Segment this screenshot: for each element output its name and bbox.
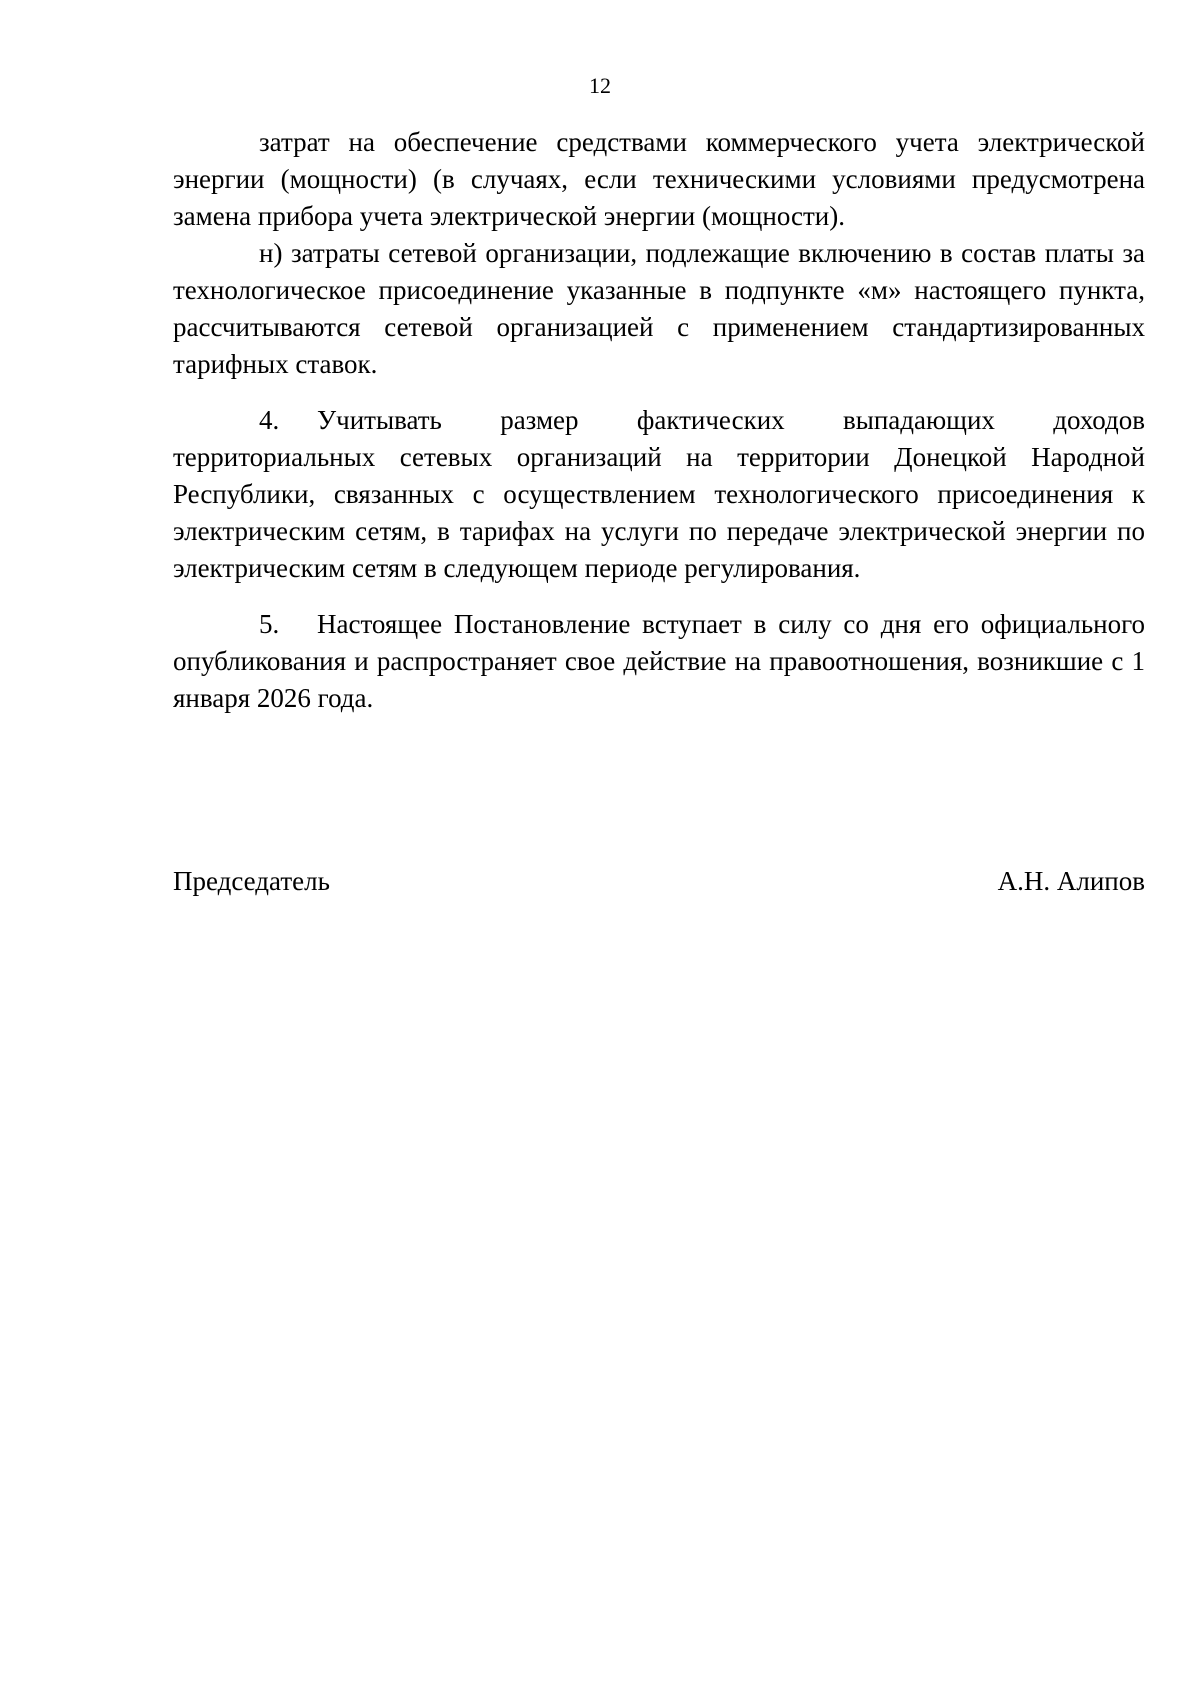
signatory-title: Председатель	[173, 866, 330, 896]
document-body	[173, 124, 1145, 717]
item-text: Настоящее Постановление вступает в силу со дня его официального опубликования и распространяет свое действие на правоотношения, возникшие с 1 января 2026 года.	[173, 609, 1145, 713]
numbered-item-5	[173, 606, 1145, 717]
page-number: 12	[589, 73, 611, 98]
paragraph-costs-metering: затрат на обеспечение средствами коммерческого учета электрической энергии (мощности) (в случаях, если техническими условиями предусмотрена замена прибора учета электрической энергии (мощности).	[173, 127, 1145, 231]
item-number: 4.	[259, 405, 280, 435]
item-number: 5.	[259, 609, 280, 639]
signatory-name: А.Н. Алипов	[997, 866, 1145, 896]
numbered-item-4	[173, 402, 1145, 587]
paragraph-subitem-n: н) затраты сетевой организации, подлежащие включению в состав платы за технологическое присоединение указанные в подпункте «м» настоящего пункта, рассчитываются сетевой организацией с применением стандартизированных тарифных ставок.	[173, 238, 1145, 379]
item-text: Учитывать размер фактических выпадающих доходов территориальных сетевых организаций на территории Донецкой Народной Республики, связанных с осуществлением технологического присоединения к электрическим сетям, в тарифах на услуги по передаче электрической энергии по электрическим сетям в следующем периоде регулирования.	[173, 405, 1145, 583]
signature-block	[173, 863, 1145, 900]
